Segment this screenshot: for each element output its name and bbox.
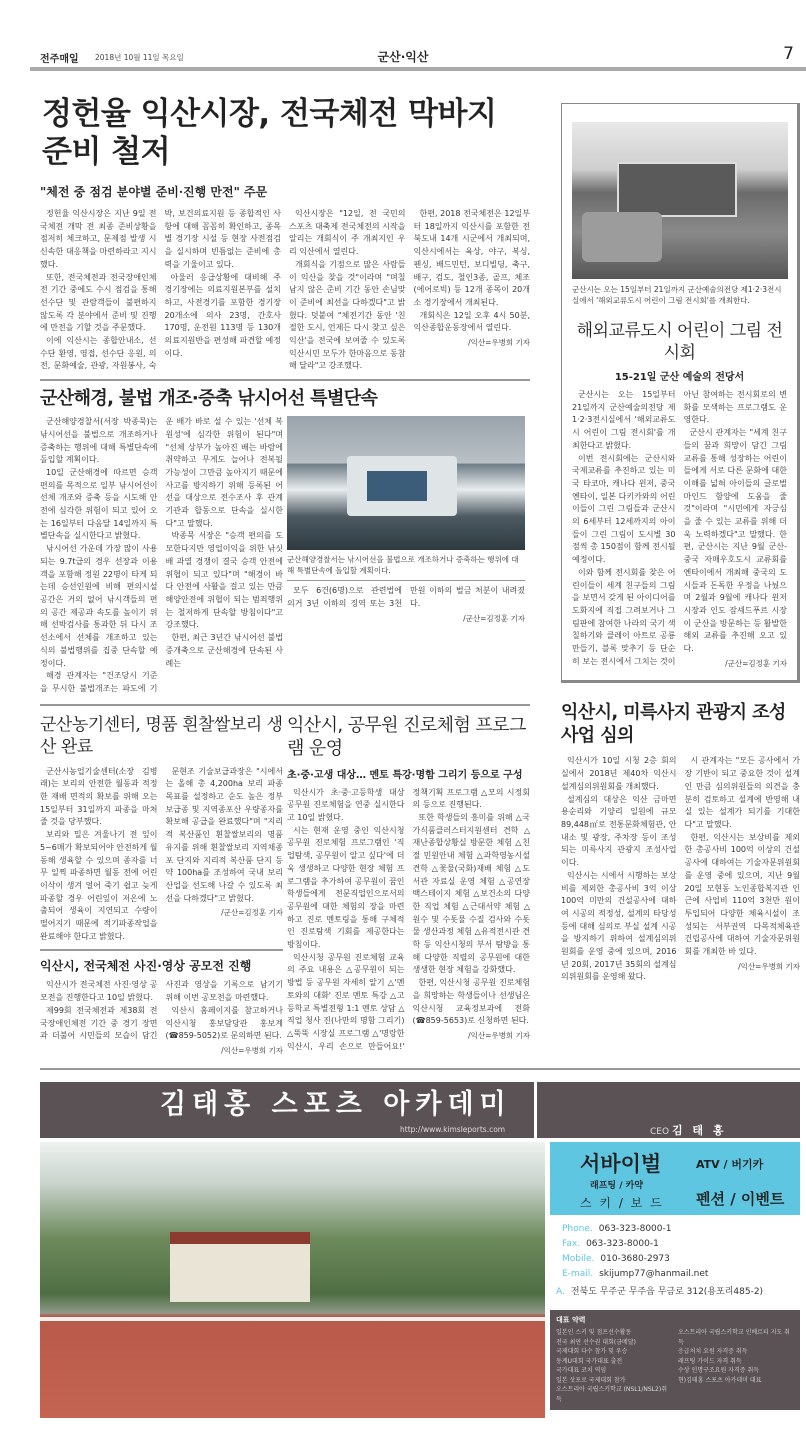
- divider: [40, 949, 283, 951]
- ad-address: A. 전북도 무주군 무주읍 무금로 312(용포리485-2): [556, 1286, 764, 1297]
- paragraph: 문현조 기술보급과장은 "시에서는 올해 총 4,200ha 보리 파종 목표를 설정하고 순도 높은 정부 보급종 및 지역종포산 우량종자를 확보해 공급을 완료했다"며 "지리적 복산품인 흰찰쌀보리의 명품 유지를 위해 흰찰쌀보리 지역채종포 단지와 지리적 복산품 단지 등 약 100ha를 조성하여 국내 보리산업을 선도해 나갈 수 있도록 최선을 다하겠다"고 밝혔다.: [165, 766, 283, 903]
- bio-item: 일본인 스키 및 점프선수활동: [556, 1329, 632, 1337]
- ad-url[interactable]: http://www.kimsleports.com: [400, 1124, 506, 1134]
- bio-item: 현)김태홍 스포츠 아카데미 대표: [678, 1376, 762, 1384]
- barley-article-body: [40, 766, 283, 944]
- paragraph: 해경 관계자는 "건조당시 기준을 무시한 불법개조는 파도에 기운 배가 바로 설 수 있는 '선체 복원성'에 심각한 위험이 된다"며 "선체 상부가 높아진 배는 바람에 취약하고 무게도 늘어나 전복될 가능성이 그만큼 높아지기 때문에 사고를 방지하기 위해 등록된 어선을 대상으로 전수조사 후 관계기관과 합동으로 단속을 실시한다"고 말했다.: [40, 417, 283, 693]
- ad-photo: [40, 1142, 545, 1418]
- issue-date: 2018년 10월 11일 목요일: [95, 53, 184, 62]
- bio-item: 국제대회 다수 참가 및 우승: [556, 1348, 628, 1356]
- mireuksaji-article-body: [561, 755, 800, 984]
- coastguard-row: [40, 416, 530, 695]
- ad-survival: 서바이벌: [580, 1151, 662, 1176]
- byline: /익산=우병희 기자: [468, 338, 530, 348]
- headline-mireuksaji: 익산시, 미륵사지 관광지 조성사업 심의: [561, 702, 786, 747]
- paragraph: 제99회 전국체전과 제38회 전국장애인체전 기간 중 경기 장면과 더불어 시민들의 모습이 담긴 사진과 영상을 기록으로 남기기 위해 이번 공모전을 마련했다.: [40, 980, 283, 1041]
- paragraph: 한편, 2018 전국체전은 12일부터 18일까지 익산시를 포함한 전북도내 14개 시군에서 개최되며, 익산시에서는 육상, 야구, 복싱, 펜싱, 배드민턴, 보디빌딩, 축구, 배구, 검도, 철인3종, 골프, 체조(에어로빅) 등 12개 종목이 20개소 경기장에서 개최된다.: [413, 209, 530, 307]
- paragraph: 군산시농업기술센터(소장 김병래)는 보리의 안전한 월동과 적정한 재배 면적의 확보를 위해 오는 15일부터 31일까지 파종을 마쳐줄 것을 당부했다.: [40, 766, 158, 827]
- bio-item: 일본 삿포로 국제대회 참가: [556, 1376, 626, 1384]
- ad-atv: ATV / 버기카: [696, 1157, 764, 1171]
- lower-row: [40, 714, 530, 1058]
- bio-left-list: [556, 1328, 672, 1404]
- paragraph: 군산시는 오는 15일부터 21일까지 군산예술의전당 제1·2·3전시실에서 '해외교류도시 어린이 그림 전시회'를 개최한다고 밝혔다.: [572, 390, 676, 450]
- photo-contest-article-body: [40, 979, 283, 1057]
- ceo-label: CEO: [650, 1126, 670, 1137]
- paragraph: 낚시어선 가운데 가장 많이 사용되는 9.7t급의 경우 선장과 이용객을 포함해 정원 22명이 타게 되는데 승선인원에 비해 편의시설 공간은 거의 없어 낚시객들의 편의 공간 제공과 속도를 높이기 위해 선박검사를 통과한 뒤 다시 조선소에서 선체를 개조하고 있는 식의 불법행위를 집중 단속할 예정이다.: [40, 544, 158, 668]
- paragraph: 아울러 응급상황에 대비해 주 경기장에는 의료지원본부를 설치하고, 사전경기를 포함한 경기장 20개소에 의사 23명, 간호사 170명, 운전원 113명 등 130개 의료지원반을 편성해 파견할 예정이다.: [164, 272, 281, 358]
- bio-item: 전국 최연 선수권 대회(금메달): [556, 1338, 636, 1346]
- paragraph: 한편, 익산시는 보상비를 제외한 총공사비 100억 이상의 건설공사에 대하여는 기술자문위원회를 운영 중에 있으며, 지난 9월 20일 모현동 노인종합복지관 인근에 사업비 110억 3천만 원이 투입되어 다양한 체육시설이 조성되는 서부권역 다목적체육관 건립공사에 대하여 기술자문위원회를 개최한 바 있다.: [684, 832, 800, 957]
- page-number: 7: [783, 44, 794, 64]
- ad-bio-box: [550, 1310, 800, 1411]
- bio-title: 대표 약력: [556, 1315, 586, 1324]
- bio-right-list: [678, 1328, 794, 1404]
- byline: /익산=우병희 기자: [221, 1045, 283, 1055]
- byline: /군산=김정훈 기자: [463, 613, 525, 623]
- left-zone: [40, 95, 530, 1058]
- paragraph: 시는 현재 운영 중인 익산시청 공무원 진로체험 프로그램인 '직업탐색, 공무원이 알고 싶다'에 더욱 생생하고 다양한 현장 체험 프로그램을 추가하여 공무원이 꿈인 학생들에게 전문직업인으로서의 공무원에 대한 체험의 장을 마련하고 진로 멘토링을 통해 구체적인 진로탐색 기회를 제공한다는 방침이다.: [287, 825, 405, 950]
- divider: [40, 704, 530, 706]
- lead-article-body: [40, 208, 530, 373]
- paragraph: 모두 6건(6명)으로 관련법에 의거 3년 이하의 징역 또는 3천만원 이하의 벌금 처분이 내려졌다.: [287, 586, 525, 608]
- subhead-career-program: 초·중·고생 대상… 멘토 특강·명함 그리기 등으로 구성: [287, 769, 523, 781]
- headline-barley: 군산농기센터, 명품 흰찰쌀보리 생산 완료: [40, 714, 283, 757]
- newspaper-name: 전주매일: [40, 54, 79, 65]
- lower-left: [40, 714, 283, 1058]
- photo-caption: 군산해양경찰서는 낚시어선을 불법으로 개조하거나 증축하는 행위에 대해 특별단속에 돌입할 계획이다.: [287, 555, 519, 576]
- bio-item: 오스트리아 국립스키학교 (NSL1/NSL2)취득: [556, 1386, 667, 1403]
- paragraph: 군산해양경찰서(서장 박종묵)는 낚시어선을 불법으로 개조하거나 증축하는 행위에 대해 특별단속에 돌입할 계획이다.: [40, 417, 158, 465]
- bio-item: 동계U대회 국가대표 출전: [556, 1357, 623, 1365]
- coastguard-article-tail: [287, 585, 525, 625]
- right-zone: [561, 95, 800, 984]
- coastguard-article-body: [40, 416, 283, 695]
- paragraph: 이번 전시회에는 군산시와 국제교류를 추진하고 있는 미국 타코마, 캐나다 윈저, 중국 옌타이, 일본 다키카와의 어린이들이 그린 그림들과 군산시의 6세부터 12세까지의 아이들이 그린 그림이 도시별 30점씩 총 150점이 함께 전시될 예정이다.: [572, 453, 676, 565]
- headline-photo-contest: 익산시, 전국체전 사진·영상 공모전 진행: [40, 959, 252, 974]
- exhibition-photo: [572, 122, 788, 279]
- subhead-exhibition: 15-21일 군산 예술의 전당서: [614, 372, 745, 383]
- bio-item: 국가대표 코치 역임: [556, 1367, 607, 1375]
- paragraph: 익산시는 시에서 시행하는 보상비를 제외한 총공사비 3억 이상 100억 미만의 건설공사에 대하여 시공의 적정성, 설계의 타당성 등에 대해 심의로 부실 설계 시공을 방지하기 위하여 설계심의위원회를 운영 중에 있으며, 2016년 20회, 2017년 35회의 설계심의위원회를 운영해 왔다.: [561, 870, 677, 982]
- headline-exhibition: 해외교류도시 어린이 그림 전시회: [576, 321, 783, 363]
- byline: /군산=김정훈 기자: [221, 908, 283, 918]
- paragraph: 익산시청 공무원 진로체험 교육의 주요 내용은 △공무원이 되는 방법 등 공무원 자세히 알기 △'멘토와의 대화' 진로 멘토 특강 △고등학교 특별전형 1:1 멘토 상담 △직업 청사 진(나만의 명함 그리기) △뚝뚝 시장실 프로그램 △'명랑한 익산시, 우리 손으로 만들어요!' 정책기획 프로그램 △모의 시정회의 등으로 진행된다.: [287, 787, 530, 1051]
- ceo-name: 김 태 홍: [671, 1123, 727, 1137]
- photo-caption: 군산시는 오는 15일부터 21일까지 군산예술의전당 제1·2·3전시실에서 '해외교류도시 어린이 그림 전시회'를 개최한다.: [572, 285, 782, 305]
- lower-right: [287, 714, 530, 1054]
- paragraph: 익산시장은 "12일, 전 국민의 스포츠 대축제 전국체전의 시작을 알리는 개회식이 주 개최지인 우리 익산에서 열린다.: [289, 209, 406, 257]
- career-program-article-body: [287, 787, 530, 1054]
- bio-item: 응급처치 요원 자격증 취득: [678, 1348, 748, 1356]
- byline: /익산=우병희 기자: [738, 961, 800, 971]
- paragraph: 10일 군산해경에 따르면 승객 편의를 목적으로 일부 낚시어선이 선체 개조와 증축 등을 시도해 안전에 심각한 위험이 되고 있어 오는 16일부터 다음달 14일까지 특별단속을 실시한다고 밝혔다.: [40, 467, 158, 541]
- advertisement: [40, 1082, 800, 1427]
- exhibition-article-body: [572, 389, 787, 670]
- ad-activities-box: [550, 1142, 800, 1215]
- lead-headline: 정헌율 익산시장, 전국체전 막바지 준비 철저: [42, 96, 497, 170]
- bio-columns: [556, 1328, 794, 1404]
- headline-career-program: 익산시, 공무원 진로체험 프로그램 운영: [287, 714, 526, 759]
- paragraph: 한편, 익산시청 공무원 진로체험을 희망하는 학생들이나 선생님은 익산시청 교육정보과에 전화(☎859-5653)로 신청하면 된다.: [412, 978, 530, 1026]
- divider: [287, 580, 525, 581]
- paragraph: 개회식은 12일 오후 4시 50분, 익산종합운동장에서 열린다.: [413, 310, 530, 333]
- paragraph: 군산시 관계자는 "세계 친구들의 꿈과 희망이 담긴 그림 교류를 통해 성장하는 어린이들에게 서로 다른 문화에 대한 이해를 넓혀 아이들의 글로벌 마인드 함양에 도움을 줄 것"이라며 "시민에게 자긍심을 줄 수 있는 교류를 위해 더욱 노력하겠다"고 말했다. 한편, 군산시는 지난 9월 군산-중국 자매우호도시 교류회를 옌타이에서 개최해 중국의 도시들과 돈독한 우정을 나눴으며 2월과 9월에 캐나다 윈저시장과 인도 잠셰드푸르 시장이 군산을 방문하는 등 활발한 해외 교류를 추진해 오고 있다.: [683, 428, 787, 654]
- ad-phone: Phone. 063-323-8000-1: [562, 1223, 672, 1234]
- paragraph: 개회식을 기점으로 많은 사람들이 익산을 찾을 것"이라며 "며칠 남지 않은 준비 기간 동안 손님맞이 준비에 최선을 다하겠다"고 밝혔다. 덧붙여 "체전기간 동안 '친절한 도시, 언제든 다시 찾고 싶은 익산'을 전국에 보여줄 수 있도록 익산시민 모두가 한마음으로 동참해 달라"고 강조했다.: [289, 259, 406, 371]
- headline-coastguard: 군산해경, 불법 개조·증축 낚시어선 특별단속: [40, 388, 378, 410]
- coastguard-media: [287, 416, 530, 625]
- paragraph: 정헌율 익산시장은 지난 9일 전국체전 개막 전 최종 준비상황을 점저히 체크하고, 문제점 발생 시 신속한 대응책을 마련하라고 지시했다.: [40, 209, 157, 269]
- byline: /익산=우병희 기자: [468, 1030, 530, 1040]
- paragraph: 이에 익산시는 종합안내소, 선수단 환영, 영접, 선수단 응원, 의전, 문화예술, 관광, 자원봉사, 숙박, 보건의료지원 등 종합적인 사항에 대해 꼼꼼히 확인하고, 종목별 경기장 시설 등 현장 사전점검을 실시하며 빈틈없는 준비에 총력을 기울이고 있다.: [40, 209, 281, 371]
- ad-title: 김태홍 스포츠 아카데미: [160, 1088, 512, 1120]
- section-title: 군산·익산: [377, 50, 429, 64]
- paragraph: 익산시가 초·중·고등학생 대상 공무원 진로체험을 연중 실시한다고 10일 밝혔다.: [287, 787, 405, 823]
- paragraph: 익산시 홈페이지를 참고하거나 익산시청 홍보담당관 홍보계(☎859-5052)로 문의하면 된다.: [165, 1005, 283, 1041]
- bio-item: 래프팅 가이드 자격 취득: [678, 1357, 742, 1365]
- paragraph: 보리와 밀은 겨울나기 전 잎이 5~6매가 확보되어야 안전하게 월동해 생육할 수 있으며 종자를 너무 일찍 파종하면 월동 전에 어린 이삭이 생겨 얼어 죽기 쉽고 늦게 파종할 경우 어린잎이 저온에 노출되어 생육이 지연되고 수량이 떨어지기 때문에 적기파종작업을 완료해야 한다고 밝혔다.: [40, 830, 158, 941]
- bio-item: 오스트리아 국립스키학교 인베르티 지도 취득: [678, 1329, 790, 1346]
- ad-mobile: Mobile. 010-3680-2973: [562, 1253, 670, 1264]
- ad-rafting: 래프팅 / 카약: [590, 1180, 644, 1191]
- paragraph: 익산시가 10일 시청 2층 회의실에서 2018년 제40차 익산시 설계심의위원회를 개최했다.: [561, 756, 677, 791]
- paragraph: 시 관계자는 "모든 공사에서 가장 기반이 되고 중요한 것이 설계인 만큼 심의위원들의 의견을 충분히 검토하고 설계에 반영해 내실 있는 설계가 되기를 기대한다"고 말했다.: [684, 756, 800, 829]
- ad-fax: Fax. 063-323-8000-1: [562, 1238, 659, 1249]
- header-rule: [30, 67, 806, 71]
- ad-ski: 스 키 / 보 드: [580, 1195, 664, 1210]
- lead-subhead: "체전 중 점검 분야별 준비·진행 만전" 주문: [40, 185, 268, 199]
- paragraph: 이와 함께 전시회를 찾은 어린이들이 세계 친구들의 그림을 보면서 갖게 된 아이디어를 도화지에 직접 그려보거나 그림판에 참여한 나라의 국기 색칠하기와 클레이 아트로 공룡 만들기, 블록 맞추기 등 단순히 보는 전시에서 그치는 것이 아닌 참여하는 전시회로의 변화를 모색하는 프로그램도 운영한다.: [572, 390, 787, 666]
- exhibition-article-box: [561, 103, 800, 683]
- ad-email: E-mail. skijump77@hanmail.net: [562, 1268, 709, 1279]
- ad-ceo: [650, 1122, 726, 1138]
- paragraph: 또한, 전국체전과 전국장애인체전 기간 중에도 수시 점검을 통해 선수단 및 관람객들이 불편하지 않도록 각 분야에서 준비 및 진행에 만전을 기할 것을 주문했다.: [40, 272, 157, 333]
- paragraph: 한편, 최근 3년간 낚시어선 불법 증개축으로 군산해경에 단속된 사례는: [165, 633, 283, 668]
- paragraph: 또한 학생들의 흥미를 위해 △국가식품클러스터지원센터 견학 △재난종합상황실 방문한 체험 △친절 민원안내 체험 △과학영농시설 견학 △꽃물(국화)재배 체험 △도서관 자료실 운영 체험 △공연장 백스테이지 체험 △보건소의 다양한 직업 체험 △근대서약 체험 △원수 및 수돗물 수질 검사와 수돗물 생산과정 체험 △유적전시관 견학 등 익산시청의 부서 탐방을 통해 다양한 직렬의 공무원에 대한 생생한 현장 체험을 강화했다.: [412, 813, 530, 975]
- bio-item: 수상 인명구조요원 자격증 취득: [678, 1367, 760, 1375]
- paragraph: 설계심의 대상은 익산 금마면 용순리와 기양리 일원에 규모 89,448㎡로 전통문화체험관, 안내소 및 광장, 주차장 등이 조성되는 미륵사지 관광지 조성사업이다.: [561, 794, 677, 868]
- paragraph: 익산시가 전국체전 사진·영상 공모전을 진행한다고 10일 밝혔다.: [40, 980, 158, 1003]
- paragraph: 박종묵 서장은 "승객 편의를 도모한다지만 영업이익을 위한 낚싯배 과열 경쟁이 결국 승객 안전에 위협이 되고 있다"며 "해경이 바다 안전에 사활을 걸고 있는 만큼 해양안전에 위협이 되는 범죄행위는 철저하게 단속할 방침이다"고 강조했다.: [165, 531, 283, 630]
- byline: /군산=김정훈 기자: [725, 658, 787, 668]
- divider: [40, 1068, 800, 1070]
- ad-pension: 펜션 / 이벤트: [696, 1189, 785, 1208]
- divider: [40, 379, 530, 381]
- coastguard-photo: [287, 416, 525, 550]
